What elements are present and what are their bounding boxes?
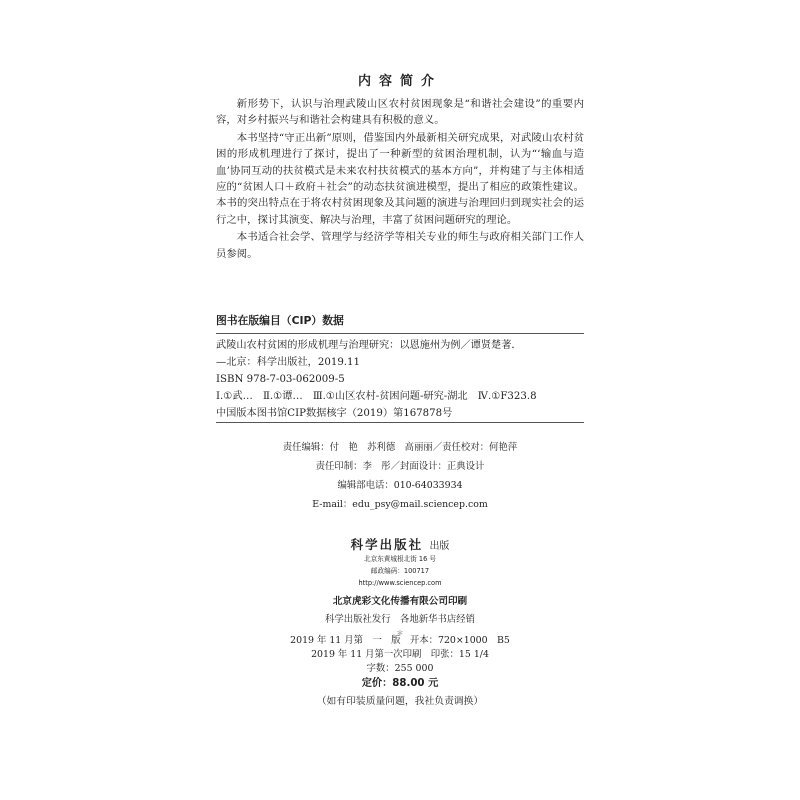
credit-editors: 责任编辑：付 艳 苏利德 高丽丽／责任校对：何艳萍 — [282, 442, 518, 453]
publisher-name: 科学出版社 — [350, 537, 424, 552]
publisher-address: 北京东黄城根北街 16 号 — [364, 555, 436, 563]
intro-section — [216, 96, 584, 263]
cip-block — [216, 311, 584, 423]
credit-email: E-mail：edu_psy@mail.sciencep.com — [312, 499, 488, 510]
cip-line: Ⅰ.①武… Ⅱ.①谭… Ⅲ.①山区农村-贫困问题-研究-湖北 Ⅳ.①F323.8 — [216, 391, 537, 402]
credits — [0, 438, 800, 514]
publisher-website: http://www.sciencep.com — [358, 579, 442, 588]
credit-printing: 责任印制：李 彤／封面设计：正典设计 — [315, 461, 485, 472]
cip-lines — [216, 334, 584, 422]
publisher-action: 出版 — [429, 541, 450, 552]
publisher-line — [0, 535, 800, 553]
printing-line: 2019 年 11 月第一次印刷 印张：15 1/4 — [311, 649, 489, 660]
edition-line: 2019 年 11 月第 一 版 开本：720×1000 B5 — [290, 635, 510, 646]
quality-notice: （如有印装质量问题，我社负责调换） — [316, 696, 484, 707]
separator-asterisk: ＊ — [396, 628, 404, 637]
publisher-block — [0, 535, 800, 639]
edition-specs — [0, 634, 800, 712]
publisher-postcode: 邮政编码：100717 — [370, 567, 430, 576]
intro-paragraph: 新形势下，认识与治理武陵山区农村贫困现象是“和谐社会建设”的重要内容，对乡村振兴与和谐社会构建具有积极的意义。 — [216, 98, 584, 127]
word-count: 字数：255 000 — [366, 663, 434, 674]
cip-line: ISBN 978-7-03-062009-5 — [216, 374, 345, 385]
credit-phone: 编辑部电话：010-64033934 — [337, 480, 463, 491]
cip-title: 图书在版编目（CIP）数据 — [216, 314, 344, 327]
cip-line: —北京：科学出版社，2019.11 — [216, 357, 361, 368]
intro-paragraph: 本书坚持“守正出新”原则，借鉴国内外最新相关研究成果，对武陵山农村贫困的形成机理进行了探讨，提出了一种新型的贫困治理机制，认为“‘输血与造血’协同互动的扶贫模式是未来农村扶贫模式的基本方向”，并构建了与主体相适应的“贫困人口＋政府＋社会”的动态扶贫演进模型，提出了相应的政策性建议。本书的突出特点在于将农村贫困现象及其问题的演进与治理回归到现实社会的运行之中，探讨其演变、解决与治理，丰富了贫困问题研究的理论。 — [216, 131, 584, 226]
cip-rule-bottom — [216, 422, 584, 423]
cip-line: 武陵山农村贫困的形成机理与治理研究：以恩施州为例／谭贤楚著． — [216, 340, 522, 351]
cip-line: 中国版本图书馆CIP数据核字（2019）第167878号 — [216, 408, 453, 419]
intro-paragraph: 本书适合社会学、管理学与经济学等相关专业的师生与政府相关部门工作人员参阅。 — [216, 231, 584, 260]
printer-line: 北京虎彩文化传播有限公司印刷 — [332, 595, 468, 607]
intro-title: 内容简介 — [357, 74, 442, 89]
price: 定价：88.00 元 — [361, 678, 439, 689]
distributor-line: 科学出版社发行 各地新华书店经销 — [324, 613, 475, 625]
